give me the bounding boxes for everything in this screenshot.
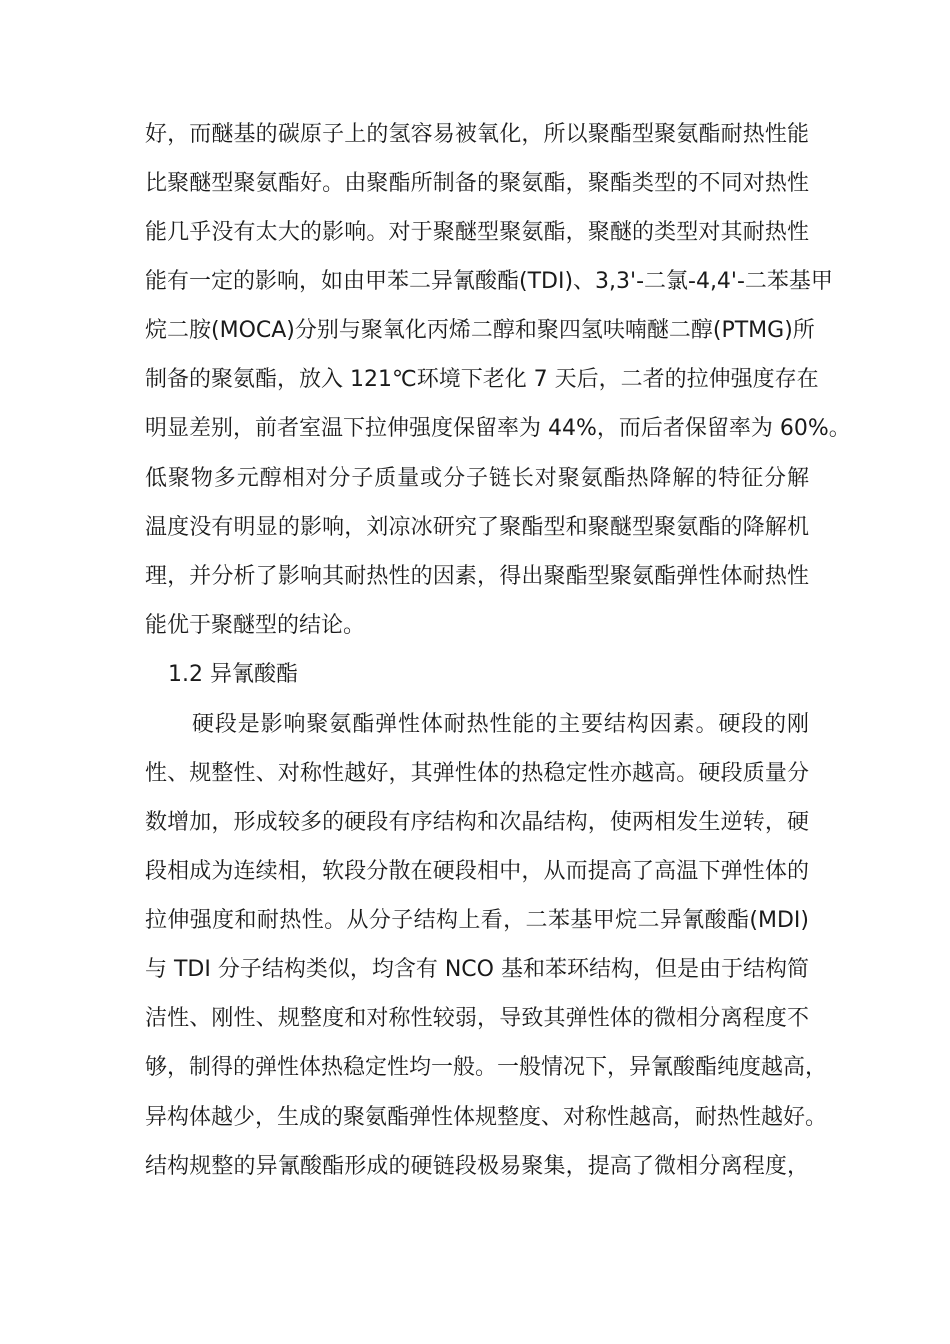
- paragraph-line: 低聚物多元醇相对分子质量或分子链长对聚氨酯热降解的特征分解: [145, 466, 809, 491]
- paragraph-line: 能优于聚醚型的结论。: [145, 613, 366, 638]
- section-heading: 1.2 异氰酸酯: [168, 662, 298, 687]
- paragraph-line: 能有一定的影响，如由甲苯二异氰酸酯(TDI)、3,3'-二氯-4,4'-二苯基甲: [145, 269, 833, 294]
- paragraph-line: 段相成为连续相，软段分散在硬段相中，从而提高了高温下弹性体的: [145, 859, 809, 884]
- paragraph-line: 明显差别，前者室温下拉伸强度保留率为 44%，而后者保留率为 60%。: [145, 416, 851, 441]
- paragraph-line: 硬段是影响聚氨酯弹性体耐热性能的主要结构因素。硬段的刚: [192, 712, 809, 737]
- paragraph-line: 洁性、刚性、规整度和对称性较弱，导致其弹性体的微相分离程度不: [145, 1006, 809, 1031]
- paragraph-line: 数增加，形成较多的硬段有序结构和次晶结构，使两相发生逆转，硬: [145, 810, 809, 835]
- paragraph-line: 温度没有明显的影响，刘凉冰研究了聚酯型和聚醚型聚氨酯的降解机: [145, 515, 809, 540]
- paragraph-line: 与 TDI 分子结构类似，均含有 NCO 基和苯环结构，但是由于结构简: [145, 957, 809, 982]
- paragraph-line: 结构规整的异氰酸酯形成的硬链段极易聚集，提高了微相分离程度，: [145, 1154, 809, 1179]
- paragraph-line: 异构体越少，生成的聚氨酯弹性体规整度、对称性越高，耐热性越好。: [145, 1105, 828, 1130]
- paragraph-line: 制备的聚氨酯，放入 121℃环境下老化 7 天后，二者的拉伸强度存在: [145, 367, 819, 392]
- paragraph-line: 拉伸强度和耐热性。从分子结构上看，二苯基甲烷二异氰酸酯(MDI): [145, 908, 809, 933]
- paragraph-line: 理，并分析了影响其耐热性的因素，得出聚酯型聚氨酯弹性体耐热性: [145, 564, 809, 589]
- paragraph-line: 够，制得的弹性体热稳定性均一般。一般情况下，异氰酸酯纯度越高，: [145, 1055, 828, 1080]
- paragraph-line: 比聚醚型聚氨酯好。由聚酯所制备的聚氨酯，聚酯类型的不同对热性: [145, 171, 809, 196]
- paragraph-line: 烷二胺(MOCA)分别与聚氧化丙烯二醇和聚四氢呋喃醚二醇(PTMG)所: [145, 318, 815, 343]
- paragraph-line: 性、规整性、对称性越好，其弹性体的热稳定性亦越高。硬段质量分: [145, 761, 809, 786]
- paragraph-line: 好，而醚基的碳原子上的氢容易被氧化，所以聚酯型聚氨酯耐热性能: [145, 122, 809, 147]
- paragraph-line: 能几乎没有太大的影响。对于聚醚型聚氨酯，聚醚的类型对其耐热性: [145, 220, 809, 245]
